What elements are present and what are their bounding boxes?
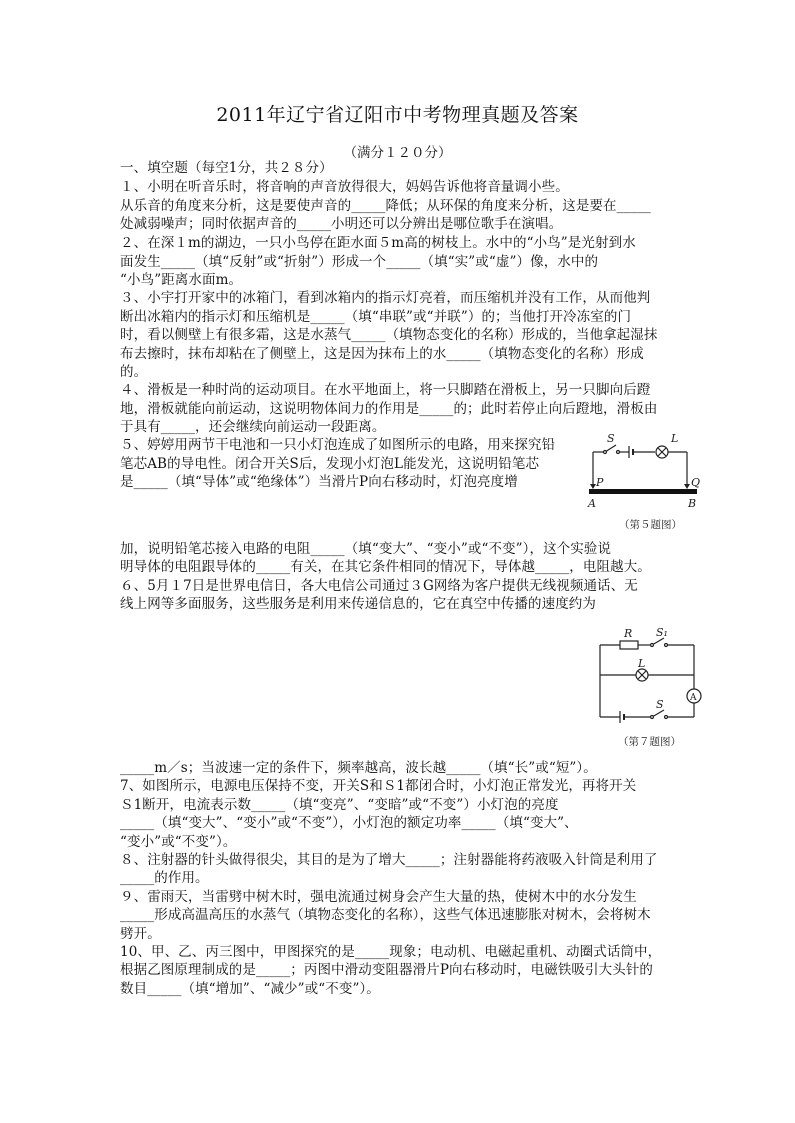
page-title: 2011年辽宁省辽阳市中考物理真题及答案 [216,104,579,126]
text-line: _____形成高温高压的水蒸气（填物态变化的名称），这些气体迅速膨胀对树木，会将树木 [120,907,651,923]
text-line: “小鸟”距离水面m。 [120,272,243,288]
text-line: 10、甲、乙、丙三图中，甲图探究的是_____现象；电动机、电磁起重机、动圈式话筒中， [120,944,662,960]
text-line: ６、5月１7日是世界电信日，各大电信公司通过３G网络为客户提供无线视频通话、无 [120,578,638,594]
text-line: 断出冰箱内的指示灯和压缩机是_____（填“串联”或“并联”）的；当他打开冷冻室的门 [120,309,632,325]
text-line: Ｓ1断开，电流表示数_____（填“变亮”、“变暗”或“不变”）小灯泡的亮度 [120,797,559,813]
figure-7-caption: （第７题图） [618,736,681,748]
text-line: 加，说明铅笔芯接入电路的电阻_____（填“变大”、“变小”或“不变”），这个实验说 [120,541,612,557]
text-line: 是_____（填“导体”或“绝缘体”）当滑片P向右移动时，灯泡亮度增 [120,474,518,490]
text-line: 从乐音的角度来分析，这是要使声音的_____降低；从环保的角度来分析，这是要在_____ [120,198,651,214]
figure-7-circuit [590,625,708,751]
figure-5-circuit [583,428,703,540]
label-S1: S₁ [656,626,668,639]
ammeter-icon: A [690,693,697,703]
text-line: 一、填空题（每空1分，共２８分） [120,160,333,176]
text-line: 明导体的电阻跟导体的_____有关，在其它条件相同的情况下，导体越_____，电阻越大。 [120,559,651,575]
text-line: 线上网等多面服务，这些服务是利用来传递信息的，它在真空中传播的速度约为 [120,596,596,612]
text-line: 7、如图所示，电源电压保持不变，开关S和Ｓ1都闭合时，小灯泡正常发光，再将开关 [120,778,637,794]
text-line: 于具有_____，还会继续向前运动一段距离。 [120,419,386,435]
text-line: 布去擦时，抹布却粘在了侧壁上，这是因为抹布上的水_____（填物态变化的名称）形成 [120,346,644,362]
label-A: A [588,497,596,510]
text-line: 面发生_____（填“反射”或“折射”）形成一个_____（填“实”或“虚”）像，水中的 [120,254,599,270]
text-line: _____的作用。 [120,870,209,886]
score-note: （满分１２０分） [343,145,452,161]
text-line: 地，滑板就能向前运动，这说明物体间力的作用是_____的；此时若停止向后蹬地，滑板由 [120,401,658,417]
label-Q: Q [691,476,701,489]
label-B: B [688,497,697,510]
text-line: ２、在深１m的湖边，一只小鸟停在距水面５m高的树枝上。水中的“小鸟”是光射到水 [120,235,636,251]
label-S: S [607,432,615,445]
text-line: _____m／s；当波速一定的条件下，频率越高，波长越_____（填“长”或“短”）。 [120,760,597,776]
text-line: “变小”或“不变”）。 [120,834,237,850]
text-line: ４、滑板是一种时尚的运动项目。在水平地面上，将一只脚踏在滑板上，另一只脚向后蹬 [120,382,651,398]
text-line: ５、婷婷用两节干电池和一只小灯泡连成了如图所示的电路，用来探究铅 [120,437,556,453]
label-L: L [671,432,679,445]
text-line: 时，看以侧壁上有很多霜，这是水蒸气_____（填物态变化的名称）形成的，当他拿起湿抹 [120,327,658,343]
text-line: １、小明在听音乐时，将音响的声音放得很大，妈妈告诉他将音量调小些。 [120,179,569,195]
text-line: 根据乙图原理制成的是_____；丙图中滑动变阻器滑片P向右移动时，电磁铁吸引大头针的 [120,962,654,978]
label-R: R [624,627,633,640]
text-line: _____（填“变大”、“变小”或“不变”），小灯泡的额定功率_____（填“变大”、 [120,815,578,831]
text-line: 的。 [120,364,148,380]
label-L: L [638,657,646,670]
label-S: S [656,698,664,711]
text-line: ８、注射器的针头做得很尖，其目的是为了增大_____；注射器能将药液吸入针筒是利用了 [120,852,658,868]
text-line: 笔芯AB的导电性。闭合开关S后，发现小灯泡L能发光，这说明铅笔芯 [120,456,540,472]
text-line: ９、雷雨天，当雷劈中树木时，强电流通过树身会产生大量的热，使树木中的水分发生 [120,889,637,905]
text-line: 数目_____（填“增加”、“减少”或“不变”）。 [120,981,380,997]
text-line: 处减弱噪声；同时依据声音的_____小明还可以分辨出是哪位歌手在演唱。 [120,216,563,232]
text-line: 劈开。 [120,926,161,942]
label-P: P [596,476,604,489]
text-line: ３、小宇打开家中的冰箱门，看到冰箱内的指示灯亮着，而压缩机并没有工作，从而他判 [120,290,651,306]
figure-5-caption: （第５题图） [619,519,682,531]
